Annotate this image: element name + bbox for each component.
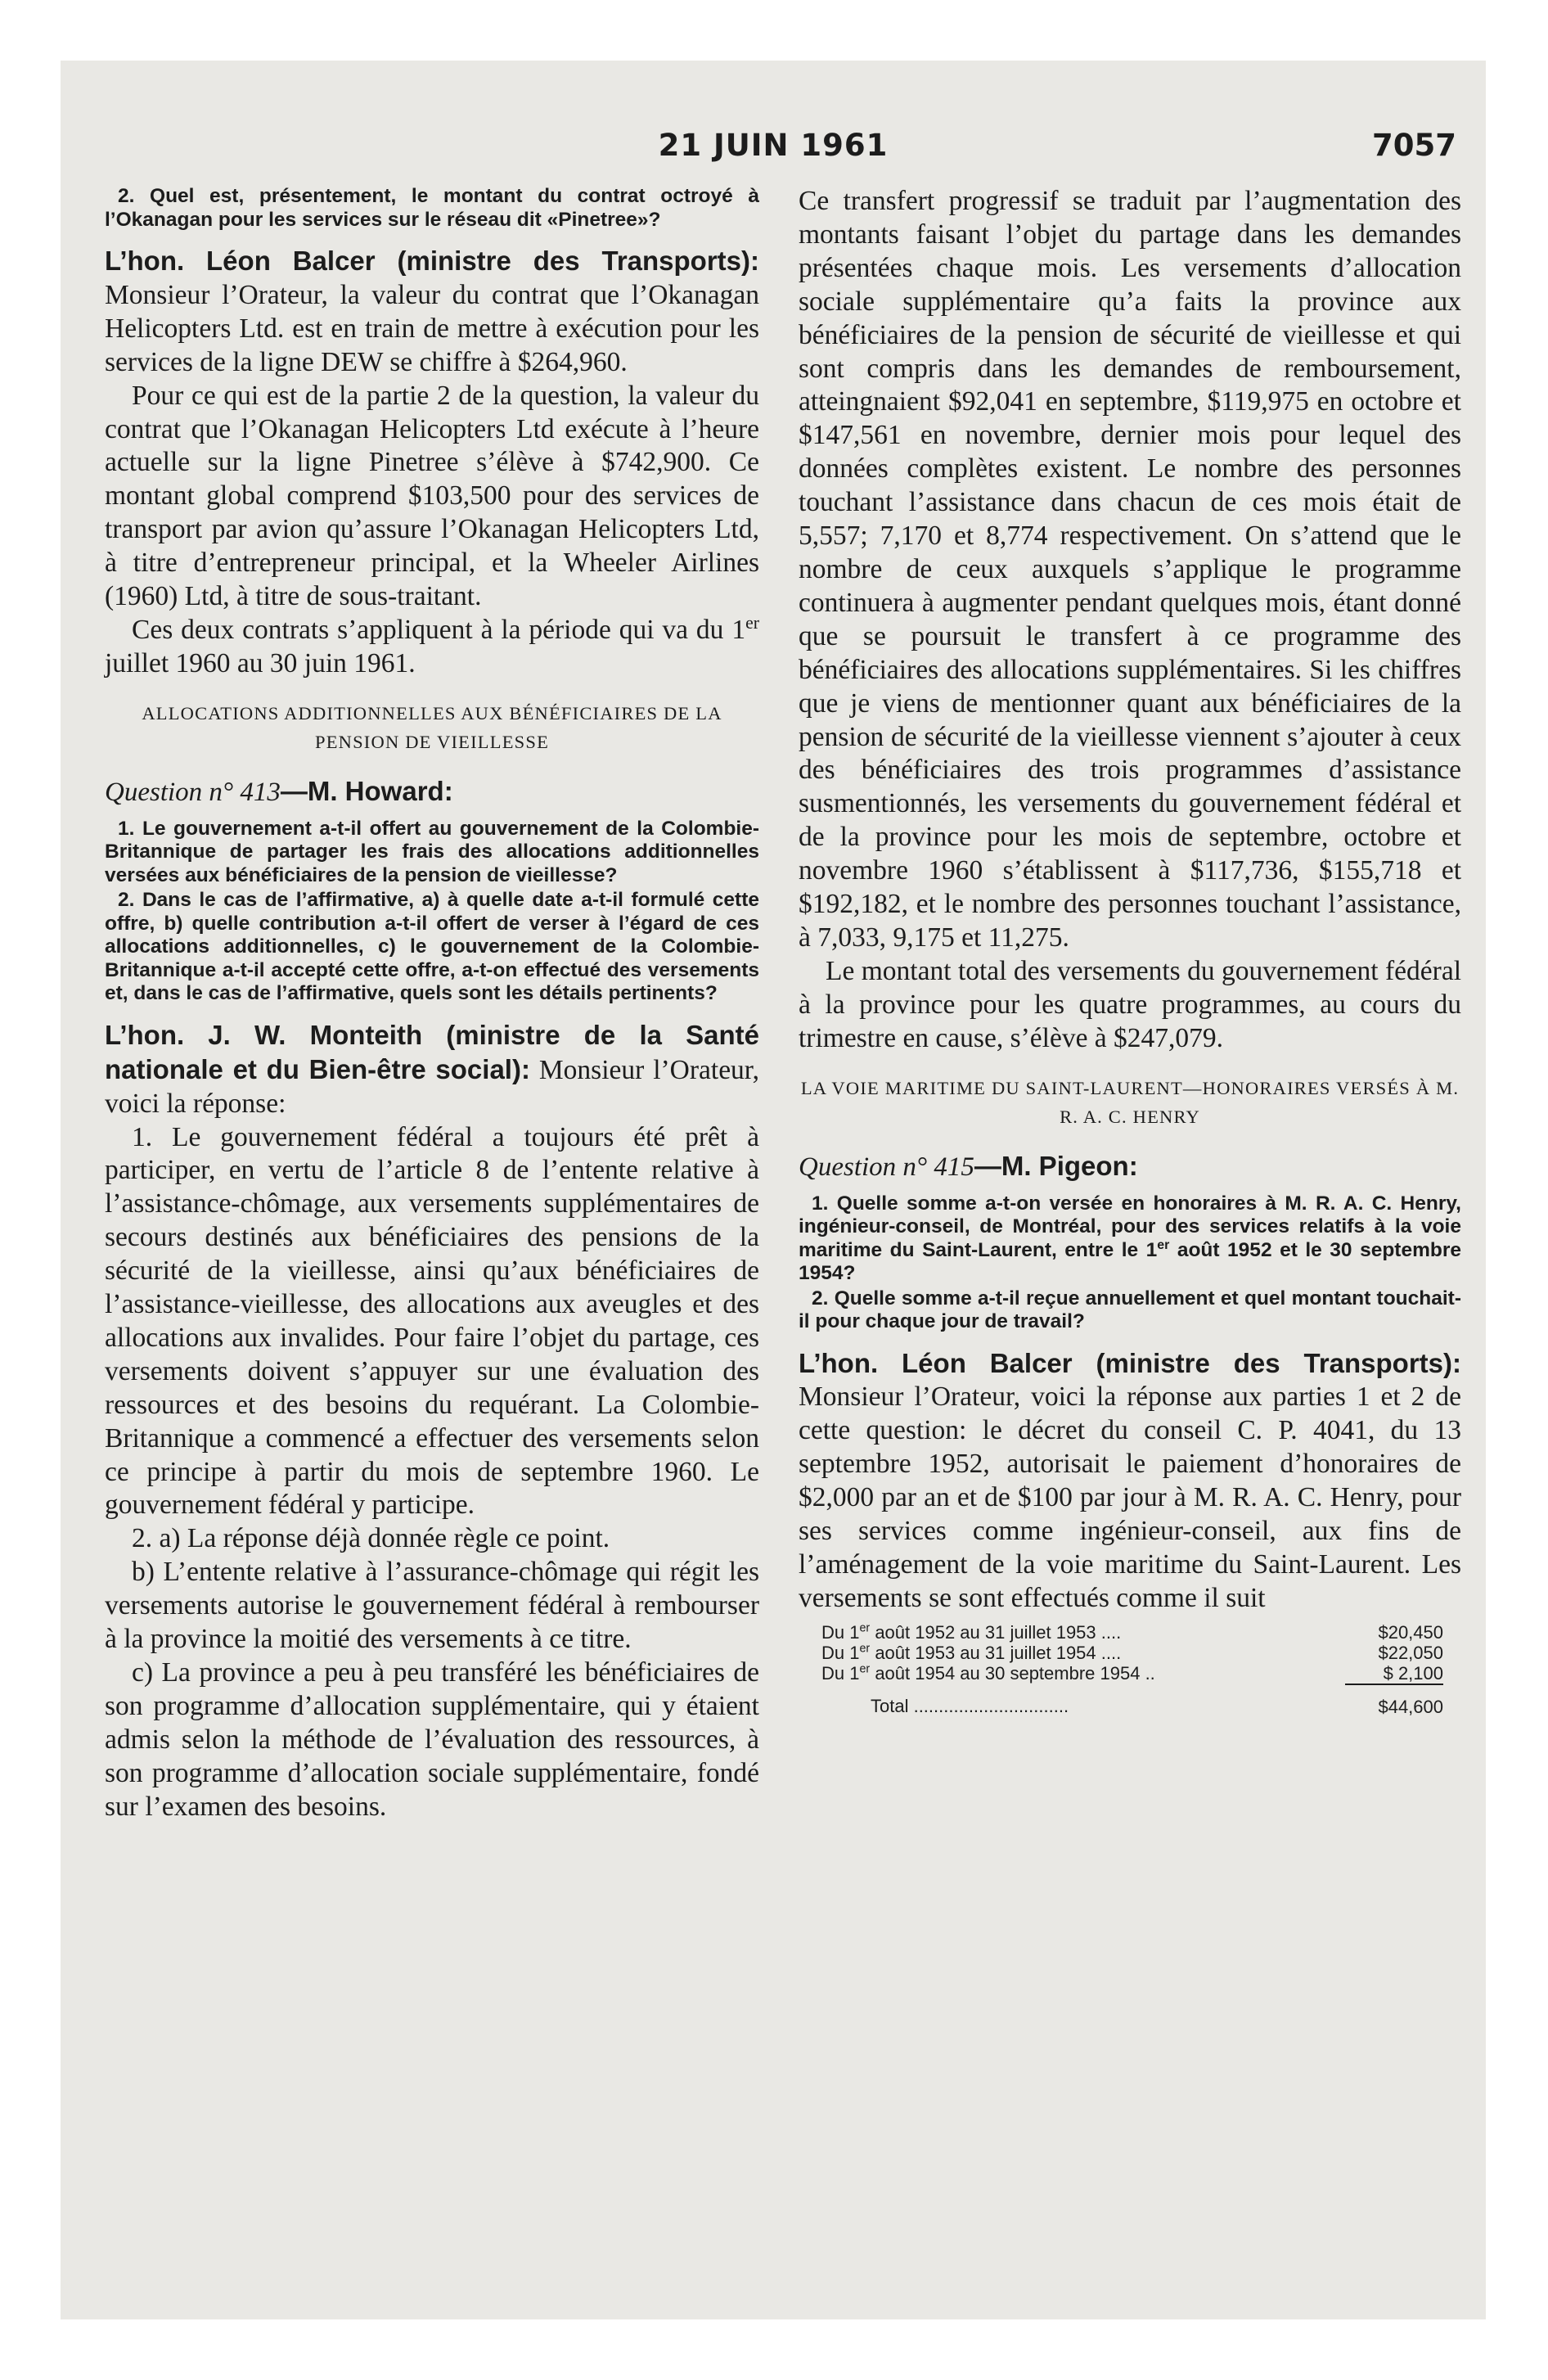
page-date: 21 JUIN 1961	[658, 128, 889, 163]
page-number: 7057	[1372, 128, 1456, 163]
answer-text: Monsieur l’Orateur, voici la réponse:	[105, 1054, 759, 1119]
question-number: Question n° 415	[799, 1152, 974, 1182]
total-row	[821, 1684, 1443, 1717]
payment-period: Du 1er août 1953 au 31 juillet 1954 ....	[821, 1642, 1122, 1663]
answer-paragraph	[105, 245, 759, 380]
speaker-name: L’hon. J. W. Monteith (ministre de la Santé nationale et du Bien-être social):	[105, 1019, 759, 1084]
speaker-name: L’hon. Léon Balcer (ministre des Transports):	[799, 1347, 1461, 1378]
section-heading: LA VOIE MARITIME DU SAINT-LAURENT—HONORAIRES VERSÉS À M. R. A. C. HENRY	[800, 1077, 1460, 1127]
table-row	[821, 1663, 1443, 1684]
paragraph: Ces deux contrats s’appliquent à la période qui va du 1er juillet 1960 au 30 juin 1961.	[105, 612, 759, 678]
question-asker: —M. Howard:	[280, 775, 453, 806]
total-amount: $44,600	[1345, 1684, 1443, 1717]
answer-text: Monsieur l’Orateur, la valeur du contrat que l’Okanagan Helicopters Ltd. est en train de mettre à exécution pour les services de la ligne DEW se chiffre à $264,960.	[105, 279, 759, 377]
paragraph: b) L’entente relative à l’assurance-chômage qui régit les versements autorise le gouvernement fédéral à rembourser à la province la moitié des versements à ce titre.	[105, 1557, 759, 1655]
question-part-2: 2. Quelle somme a-t-il reçue annuellement et quel montant touchait-il pour chaque jour de travail?	[799, 1287, 1461, 1333]
payment-amount: $ 2,100	[1383, 1662, 1443, 1684]
question-part-2: 2. Quel est, présentement, le montant du contrat octroyé à l’Okanagan pour les services sur le réseau dit «Pinetree»?	[105, 185, 759, 231]
paragraph: Pour ce qui est de la partie 2 de la question, la valeur du contrat que l’Okanagan Helicopters Ltd exécute à l’heure actuelle sur la ligne Pinetree s’élève à $742,900. Ce montant global comprend $103,500 pour des services de transport par avion qu’assure l’Okanagan Helicopters Ltd, à titre d’entrepreneur principal, et la Wheeler Airlines (1960) Ltd, à titre de sous-traitant.	[105, 380, 759, 612]
paragraph: 1. Le gouvernement fédéral a toujours été prêt à participer, en vertu de l’article 8 de l’entente relative à l’assistance-chômage, aux versements supplémentaires de secours destinés aux bénéficiaires des pensions de la sécurité de la vieillesse, ainsi qu’aux bénéficiaires de l’assistance-vieillesse, des allocations aux aveugles et des allocations aux invalides. Pour faire l’objet du partage, ces versements doivent s’appuyer sur une évaluation des ressources et des besoins du requérant. La Colombie-Britannique a commencé a effectuer des versements selon ce principe à partir du mois de septembre 1960. Le gouvernement fédéral y participe.	[105, 1121, 759, 1521]
document-page	[61, 61, 1486, 2319]
question-part-2: 2. Dans le cas de l’affirmative, a) à quelle date a-t-il formulé cette offre, b) quelle contribution a-t-il offert de verser à l’égard de ces allocations additionnelles, c) le gouvernement de la Colombie-Britannique a-t-il accepté cette offre, a-t-on effectué des versements et, dans le cas de l’affirmative, quels sont les détails pertinents?	[105, 889, 759, 1005]
left-column	[105, 185, 759, 1824]
section-heading: ALLOCATIONS ADDITIONNELLES AUX BÉNÉFICIAIRES DE LA PENSION DE VIEILLESSE	[142, 702, 722, 752]
question-heading	[799, 1149, 1461, 1184]
question-part-1: 1. Quelle somme a-t-on versée en honoraires à M. R. A. C. Henry, ingénieur-conseil, de Montréal, pour des services relatifs à la voie maritime du Saint-Laurent, entre le 1er août 1952 et le 30 septembre 1954?	[799, 1192, 1461, 1285]
question-asker: —M. Pigeon:	[974, 1150, 1138, 1181]
table-row	[821, 1622, 1443, 1643]
payment-amount: $20,450	[1378, 1621, 1443, 1643]
answer-text: Monsieur l’Orateur, voici la réponse aux parties 1 et 2 de cette question: le décret du conseil C. P. 4041, du 13 septembre 1952, autorisait le paiement d’honoraires de $2,000 par an et de $100 par jour à M. R. A. C. Henry, pour ses services comme ingénieur-conseil, aux fins de l’aménagement de la voie maritime du Saint-Laurent. Les versements se sont effectués comme il suit	[799, 1382, 1461, 1613]
payment-amount: $22,050	[1378, 1642, 1443, 1663]
answer-paragraph	[105, 1019, 759, 1121]
question-part-1: 1. Le gouvernement a-t-il offert au gouvernement de la Colombie-Britannique de partager les frais des allocations additionnelles versées aux bénéficiaires de la pension de vieillesse?	[105, 817, 759, 886]
payments-table	[821, 1622, 1443, 1717]
question-heading	[105, 774, 759, 809]
payment-period: Du 1er août 1952 au 31 juillet 1953 ....	[821, 1621, 1122, 1643]
right-column	[799, 185, 1461, 1717]
paragraph: 2. a) La réponse déjà donnée règle ce point.	[132, 1523, 610, 1554]
speaker-name: L’hon. Léon Balcer (ministre des Transports):	[105, 246, 759, 276]
paragraph: Ce transfert progressif se traduit par l’augmentation des montants faisant l’objet du partage dans les demandes présentées chaque mois. Les versements d’allocation sociale supplémentaire qu’a faits la province aux bénéficiaires de la pension de sécurité de vieillesse et qui sont compris dans les demandes de remboursement, atteingnaient $92,041 en septembre, $119,975 en octobre et $147,561 en novembre, dernier mois pour lequel des données complètes existent. Le nombre des personnes touchant l’assistance dans chacun de ces mois était de 5,557; 7,170 et 8,774 respectivement. On s’attend que le nombre de ceux auxquels s’applique le programme continuera à augmenter pendant quelques mois, étant donné que se poursuit le transfert à ce programme des bénéficiaires des allocations supplémentaires. Si les chiffres que je viens de mentionner quant aux bénéficiaires de la pension de sécurité de la vieillesse viennent s’ajouter à ceux des bénéficiaires des trois programmes d’assistance susmentionnés, les versements du gouvernement fédéral et de la province pour les mois de septembre, octobre et novembre 1960 s’établissent à $117,736, $155,718 et $192,182, et le nombre des personnes touchant l’assistance, à 7,033, 9,175 et 11,275.	[799, 186, 1461, 953]
paragraph: c) La province a peu à peu transféré les bénéficiaires de son programme d’allocation supplémentaire, qui y étaient admis selon la méthode de l’évaluation des ressources, à son programme d’allocation sociale supplémentaire, fondé sur l’examen des besoins.	[105, 1657, 759, 1822]
table-row	[821, 1643, 1443, 1663]
question-number: Question n° 413	[105, 777, 281, 807]
payment-period: Du 1er août 1954 au 30 septembre 1954 ..	[821, 1662, 1155, 1684]
paragraph: Le montant total des versements du gouvernement fédéral à la province pour les quatre programmes, au cours du trimestre en cause, s’élève à $247,079.	[799, 955, 1461, 1053]
answer-paragraph	[799, 1347, 1461, 1616]
total-label: Total ...............................	[871, 1695, 1069, 1716]
